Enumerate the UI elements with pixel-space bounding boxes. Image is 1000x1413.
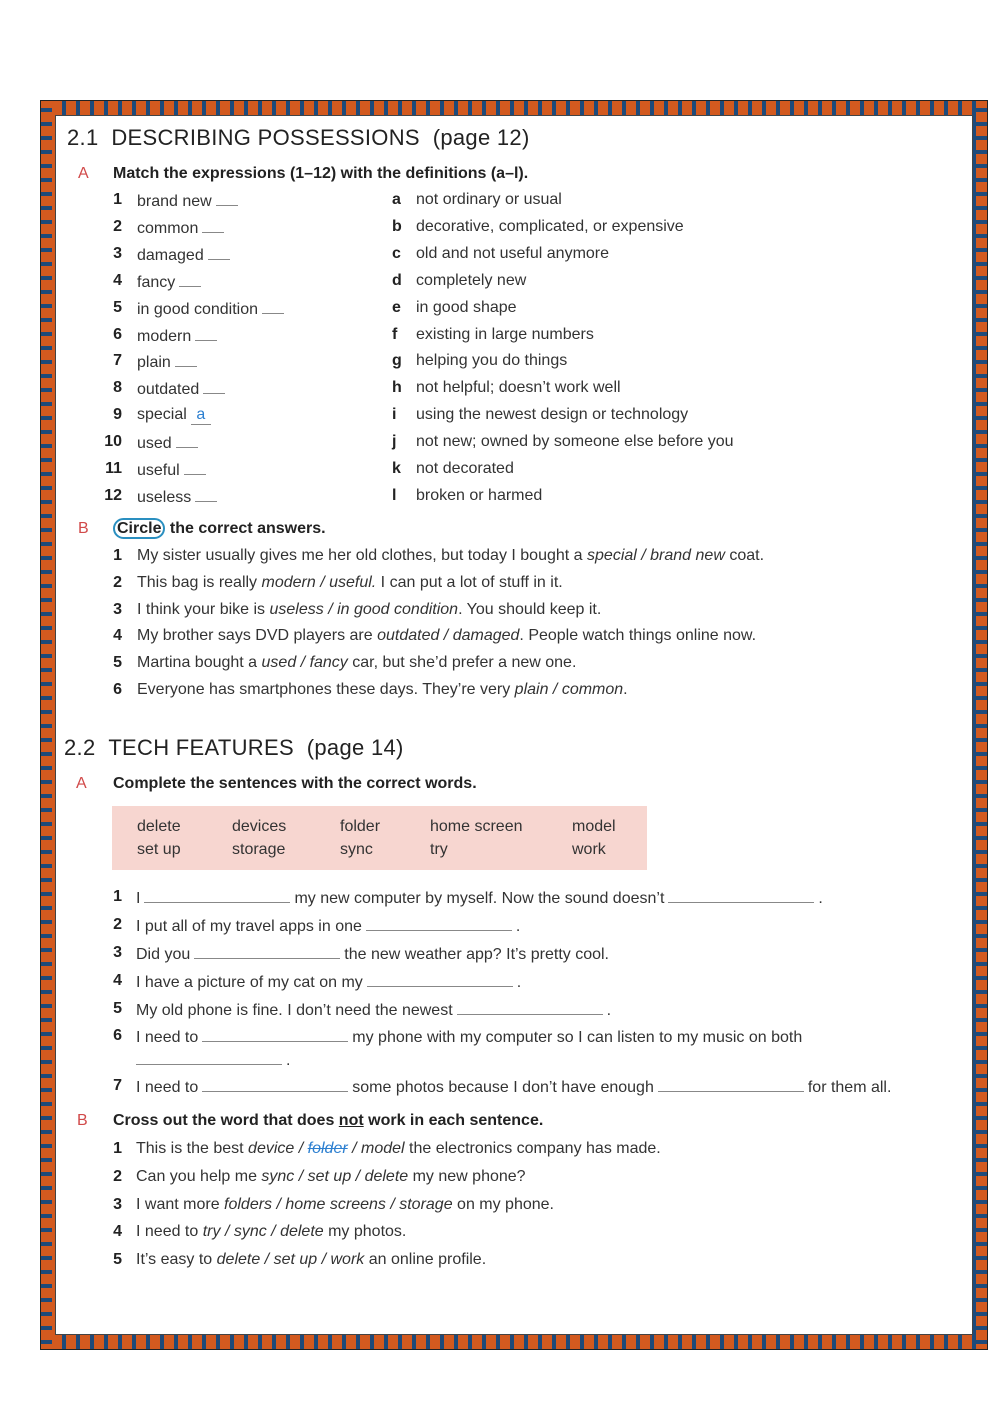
word-box-item: try (430, 841, 448, 858)
item-number: 11 (105, 460, 122, 477)
definition-text: not ordinary or usual (416, 191, 562, 208)
section-number: 2.1 (67, 125, 99, 150)
exercise-instruction (113, 1112, 543, 1130)
definition-text: broken or harmed (416, 486, 543, 504)
sentence-part: My old phone is fine. I don’t need the newest (136, 1002, 453, 1019)
item-number: 6 (113, 325, 122, 343)
expression-text: used (137, 435, 172, 453)
sentence-part: This bag is really (137, 573, 262, 591)
expression-item (137, 433, 198, 453)
answer-options[interactable]: useless / in good condition (269, 600, 459, 618)
expression-text: modern (137, 327, 192, 345)
item-number: 1 (113, 888, 122, 905)
item-number: 12 (104, 486, 122, 504)
answer-blank[interactable] (457, 1000, 603, 1015)
item-number: 4 (113, 972, 122, 989)
cross-out-sentence (136, 1196, 554, 1214)
definition-letter: a (392, 191, 401, 208)
item-number: 5 (113, 1251, 122, 1269)
sentence-part: I (136, 890, 141, 907)
sentence-part: . (516, 974, 522, 991)
section-title-2-2 (64, 735, 404, 761)
definition-letter: c (392, 244, 401, 262)
word-box-item: devices (232, 818, 287, 835)
definition-text: not helpful; doesn’t work well (416, 379, 621, 397)
word-box-item: set up (137, 841, 181, 858)
instruction-text: the correct answers. (169, 520, 326, 537)
circle-sentence (137, 681, 628, 699)
answer-options[interactable]: used / fancy (261, 654, 348, 672)
circle-sentence (137, 547, 764, 565)
option-word[interactable]: / model (347, 1140, 405, 1157)
expression-text: fancy (137, 273, 176, 291)
item-number: 1 (113, 191, 122, 208)
sentence-part: It’s easy to (136, 1251, 217, 1269)
sentence-part: I put all of my travel apps in one (136, 918, 362, 935)
sentence-part: on my phone. (452, 1195, 554, 1213)
expression-text: damaged (137, 246, 204, 264)
definition-letter: b (392, 217, 402, 235)
sentence-part: . (286, 1052, 291, 1069)
answer-options[interactable]: plain / common (514, 681, 624, 698)
answer-options[interactable]: folders / home screens / storage (224, 1195, 453, 1213)
sentence-part: Everyone has smartphones these days. They’re very (137, 681, 515, 698)
word-box (112, 806, 647, 870)
sentence-part: . (623, 681, 628, 698)
definition-text: helping you do things (416, 352, 568, 370)
exercise-instruction: Complete the sentences with the correct words. (113, 775, 477, 792)
answer-options[interactable]: delete / set up / work (216, 1251, 365, 1269)
gap-sentence-continued (136, 1050, 290, 1070)
word-box-item: folder (340, 818, 381, 835)
definition-letter: j (392, 433, 397, 451)
definition-text: old and not useful anymore (416, 244, 610, 262)
item-number: 7 (113, 352, 122, 370)
answer-blank[interactable] (176, 433, 198, 448)
exercise-letter-a: A (78, 165, 89, 182)
answer-blank[interactable] (179, 272, 201, 287)
answer-blank[interactable] (367, 972, 513, 987)
sentence-part: I need to (136, 1223, 203, 1241)
expression-text: in good condition (137, 300, 258, 318)
answer-options[interactable]: sync / set up / delete (261, 1168, 409, 1185)
section-page: (page 14) (306, 735, 404, 760)
cross-out-sentence (136, 1140, 661, 1158)
word-box-item: storage (232, 841, 286, 858)
expression-item (137, 299, 284, 319)
item-number: 3 (113, 944, 122, 961)
circle-sentence (137, 627, 756, 645)
answer-blank[interactable] (194, 944, 340, 959)
item-number: 6 (113, 681, 122, 698)
expression-text: brand new (137, 193, 212, 210)
cross-out-sentence (136, 1223, 406, 1241)
answer-blank[interactable] (668, 888, 814, 903)
item-number: 2 (113, 1168, 122, 1185)
sentence-part: My sister usually gives me her old clothes, but today I bought a (137, 547, 588, 564)
expression-item (137, 191, 238, 211)
sentence-part: I want more (136, 1195, 225, 1213)
expression-item (137, 245, 230, 265)
answer-blank[interactable] (203, 379, 225, 394)
definition-letter: f (392, 325, 398, 343)
exercise-instruction: Match the expressions (1–12) with the definitions (a–l). (113, 165, 529, 182)
definition-letter: h (392, 379, 402, 397)
sentence-part: My brother says DVD players are (137, 627, 378, 645)
section-heading: TECH FEATURES (108, 735, 294, 760)
crossed-out-word[interactable]: folder (307, 1140, 348, 1157)
answer-blank[interactable] (208, 245, 230, 260)
answer-filled[interactable]: a (191, 406, 211, 425)
cross-out-sentence (136, 1168, 526, 1186)
definition-text: in good shape (416, 298, 517, 316)
item-number: 2 (113, 573, 122, 591)
expression-item (137, 487, 217, 507)
sentence-part: I can put a lot of stuff in it. (376, 573, 563, 591)
sentence-part: . (515, 918, 521, 935)
answer-blank[interactable] (195, 326, 217, 341)
expression-item (137, 272, 201, 292)
sentence-part: my new phone? (408, 1168, 526, 1185)
border-right (976, 101, 987, 1349)
answer-blank[interactable] (136, 1050, 282, 1065)
definition-text: using the newest design or technology (416, 406, 689, 424)
item-number: 1 (113, 547, 122, 564)
definition-text: not decorated (416, 460, 514, 477)
circle-sentence (137, 601, 601, 619)
sentence-part: my phone with my computer so I can listen to my music on both (352, 1029, 803, 1046)
sentence-part: . You should keep it. (458, 600, 602, 618)
item-number: 5 (113, 298, 122, 316)
definition-letter: i (392, 406, 397, 424)
sentence-part: I think your bike is (137, 600, 270, 618)
gap-sentence (136, 888, 823, 908)
sentence-part: This is the best (136, 1140, 249, 1157)
word-box-item: work (572, 841, 606, 858)
exercise-letter-b: B (77, 1112, 88, 1129)
definition-text: decorative, complicated, or expensive (416, 217, 684, 235)
answer-options[interactable]: modern / useful. (261, 573, 377, 591)
answer-blank[interactable] (184, 460, 206, 475)
item-number: 7 (113, 1077, 122, 1094)
sentence-part: some photos because I don’t have enough (352, 1079, 654, 1096)
definition-letter: d (392, 271, 402, 289)
sentence-part: the new weather app? It’s pretty cool. (344, 946, 609, 963)
expression-item (137, 218, 224, 238)
expression-text: outdated (137, 381, 200, 399)
section-title-2-1 (67, 125, 530, 151)
sentence-part: my new computer by myself. Now the sound doesn’t (294, 890, 665, 907)
answer-blank[interactable] (195, 487, 217, 502)
instruction-text: Cross out the word that does (113, 1112, 339, 1129)
expression-text: useful (137, 462, 180, 479)
answer-options[interactable]: special / brand new (587, 547, 725, 564)
sentence-part: . (606, 1002, 612, 1019)
gap-sentence (136, 972, 521, 992)
sentence-part: . (818, 890, 823, 907)
gap-sentence (136, 1000, 611, 1020)
answer-blank[interactable] (202, 1027, 348, 1042)
circle-sentence (137, 654, 576, 672)
instruction-emphasis: not (338, 1112, 364, 1129)
expression-item (137, 406, 211, 425)
word-box-item: sync (340, 841, 373, 858)
section-number: 2.2 (64, 735, 96, 760)
definition-letter: l (392, 486, 397, 504)
word-box-item: home screen (430, 818, 523, 835)
sentence-part: car, but she’d prefer a new one. (347, 654, 577, 672)
answer-options[interactable]: try / sync / delete (202, 1223, 324, 1241)
answer-blank[interactable] (144, 888, 290, 903)
gap-sentence (136, 1077, 891, 1097)
sentence-part: the electronics company has made. (404, 1140, 661, 1157)
item-number: 3 (113, 1195, 122, 1213)
item-number: 3 (113, 600, 122, 618)
expression-item (137, 326, 217, 346)
definition-text: existing in large numbers (416, 325, 594, 343)
gap-sentence (136, 1027, 802, 1047)
item-number: 3 (113, 244, 122, 262)
cross-out-sentence (136, 1251, 486, 1269)
sentence-part: I need to (136, 1029, 199, 1046)
definition-letter: g (392, 352, 402, 370)
circle-sentence (137, 574, 563, 592)
sentence-part: an online profile. (364, 1251, 487, 1269)
item-number: 2 (113, 916, 122, 933)
item-number: 5 (113, 654, 122, 672)
definition-text: completely new (416, 271, 527, 289)
sentence-part: . People watch things online now. (519, 627, 757, 645)
expression-text: special (137, 406, 187, 424)
sentence-part: coat. (724, 547, 765, 564)
expression-text: useless (137, 488, 192, 506)
expression-text: common (137, 219, 199, 237)
item-number: 4 (113, 271, 122, 289)
word-box-item: model (572, 818, 616, 835)
word-box-item: delete (137, 818, 181, 835)
definition-text: not new; owned by someone else before you (416, 433, 734, 451)
answer-options[interactable]: outdated / damaged (377, 627, 520, 645)
sentence-part: I have a picture of my cat on my (136, 974, 363, 991)
expression-item (137, 352, 197, 372)
exercise-instruction (113, 520, 326, 538)
sentence-part: for them all. (807, 1079, 892, 1096)
item-number: 9 (113, 406, 122, 424)
item-number: 8 (113, 379, 122, 397)
sentence-part: Martina bought a (137, 654, 262, 672)
answer-blank[interactable] (366, 916, 512, 931)
answer-blank[interactable] (262, 299, 284, 314)
item-number: 4 (113, 627, 122, 645)
instruction-text: work in each sentence. (363, 1112, 544, 1129)
answer-blank[interactable] (202, 1077, 348, 1092)
answer-blank[interactable] (658, 1077, 804, 1092)
item-number: 10 (104, 433, 122, 451)
item-number: 5 (113, 1000, 122, 1017)
sentence-part: Did you (136, 946, 191, 963)
sentence-part: my photos. (323, 1223, 407, 1241)
sentence-part: Can you help me (136, 1168, 262, 1185)
sentence-part: I need to (136, 1079, 199, 1096)
item-number: 1 (113, 1140, 122, 1157)
item-number: 4 (113, 1223, 122, 1241)
answer-blank[interactable] (202, 218, 224, 233)
answer-blank[interactable] (216, 191, 238, 206)
section-page: (page 12) (432, 125, 530, 150)
gap-sentence (136, 944, 609, 964)
answer-blank[interactable] (175, 352, 197, 367)
item-number: 6 (113, 1027, 122, 1044)
exercise-letter-b: B (78, 520, 89, 537)
circle-word: Circle (113, 518, 165, 539)
expression-item (137, 460, 206, 480)
definition-letter: e (392, 298, 401, 316)
exercise-letter-a: A (76, 775, 87, 792)
expression-text: plain (137, 354, 171, 372)
item-number: 2 (113, 217, 122, 235)
definition-letter: k (392, 460, 401, 477)
expression-item (137, 379, 225, 399)
gap-sentence (136, 916, 520, 936)
border-left (41, 101, 52, 1349)
option-word[interactable]: device / (248, 1140, 308, 1157)
section-heading: DESCRIBING POSSESSIONS (111, 125, 420, 150)
